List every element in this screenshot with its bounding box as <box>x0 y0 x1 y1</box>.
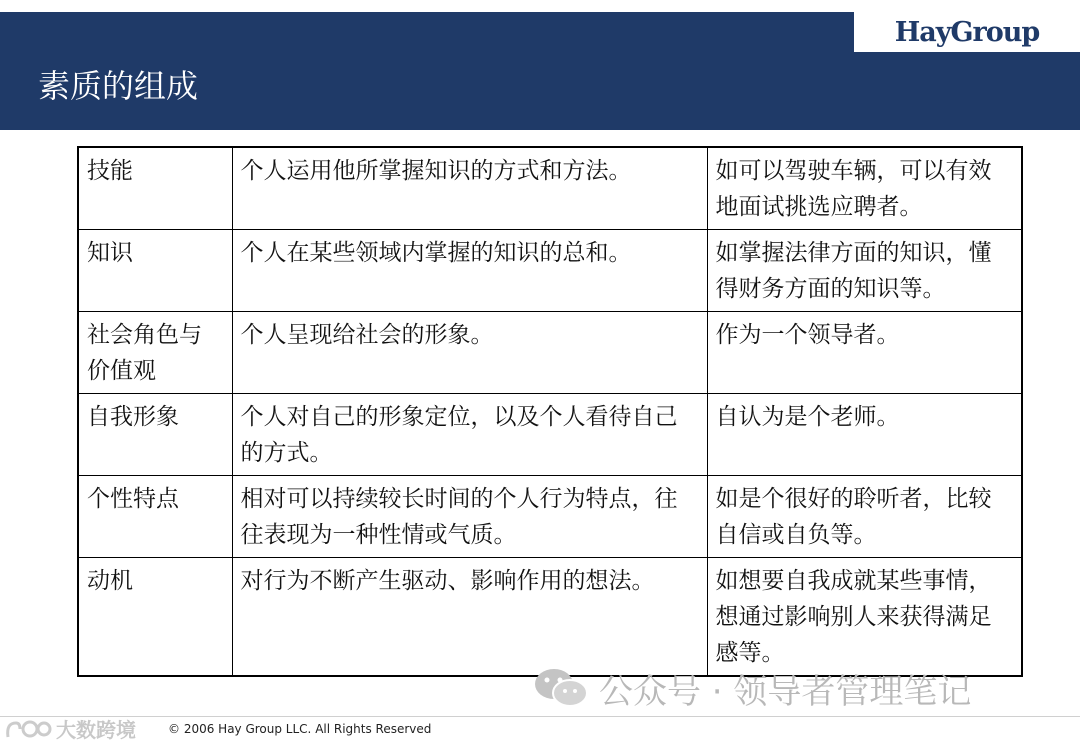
table-row <box>78 394 1022 476</box>
row-definition: 相对可以持续较长时间的个人行为特点，往往表现为一种性情或气质。 <box>232 476 707 558</box>
table-row <box>78 476 1022 558</box>
table-row <box>78 312 1022 394</box>
watermark-text: 公众号 · 领导者管理笔记 <box>599 671 972 712</box>
table-row <box>78 147 1022 230</box>
row-example: 作为一个领导者。 <box>707 312 1022 394</box>
row-term: 个性特点 <box>78 476 232 558</box>
row-definition: 个人呈现给社会的形象。 <box>232 312 707 394</box>
row-term: 知识 <box>78 230 232 312</box>
row-term: 技能 <box>78 147 232 230</box>
copyright: © 2006 Hay Group LLC. All Rights Reserved <box>168 722 432 736</box>
haygroup-logo: HayGroup <box>894 16 1040 48</box>
row-term: 动机 <box>78 558 232 677</box>
table-row <box>78 230 1022 312</box>
row-example: 如可以驾驶车辆，可以有效地面试挑选应聘者。 <box>707 147 1022 230</box>
competency-table <box>77 146 1023 677</box>
row-definition: 对行为不断产生驱动、影响作用的想法。 <box>232 558 707 677</box>
row-example: 如是个很好的聆听者，比较自信或自负等。 <box>707 476 1022 558</box>
row-term: 自我形象 <box>78 394 232 476</box>
footer-divider <box>0 716 1080 717</box>
row-definition: 个人对自己的形象定位，以及个人看待自己的方式。 <box>232 394 707 476</box>
watermark <box>533 664 971 712</box>
corner-logo <box>4 714 136 743</box>
row-example: 如想要自我成就某些事情，想通过影响别人来获得满足感等。 <box>707 558 1022 677</box>
row-definition: 个人运用他所掌握知识的方式和方法。 <box>232 147 707 230</box>
row-example: 自认为是个老师。 <box>707 394 1022 476</box>
brand-mark-icon <box>4 717 52 741</box>
row-definition: 个人在某些领域内掌握的知识的总和。 <box>232 230 707 312</box>
wechat-icon <box>533 666 589 710</box>
corner-logo-text: 大数跨境 <box>56 718 136 742</box>
row-term: 社会角色与价值观 <box>78 312 232 394</box>
page-title: 素质的组成 <box>38 67 199 105</box>
table-row <box>78 558 1022 677</box>
row-example: 如掌握法律方面的知识，懂得财务方面的知识等。 <box>707 230 1022 312</box>
logo-box <box>854 12 1080 52</box>
